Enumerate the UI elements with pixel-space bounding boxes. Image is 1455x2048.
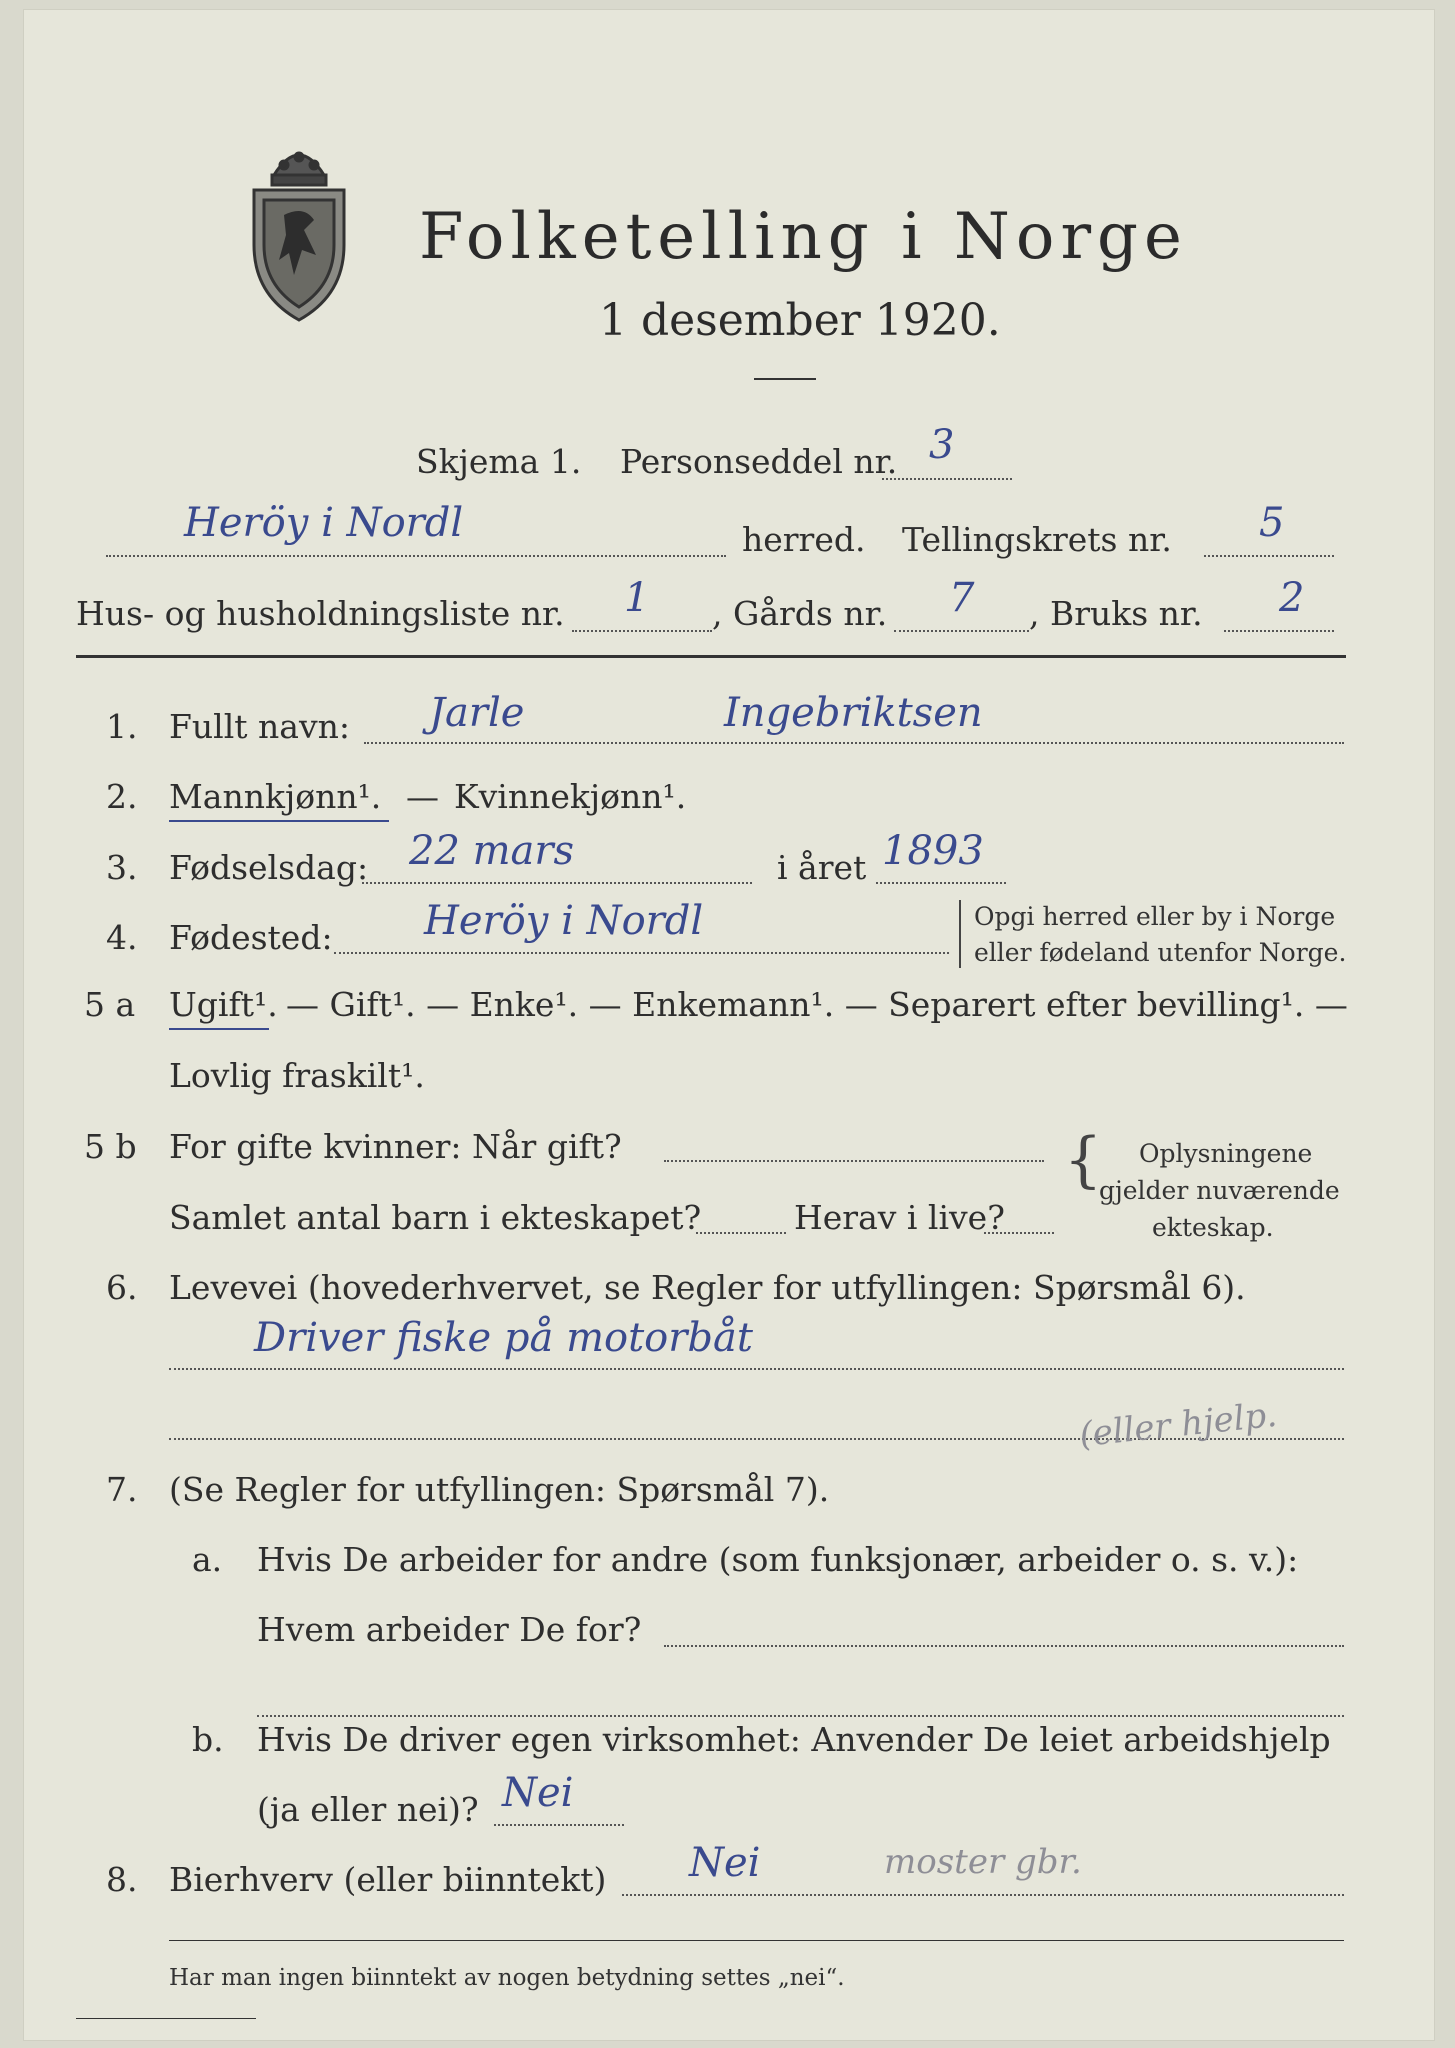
- q5b-alive-label: Herav i live?: [794, 1198, 1005, 1237]
- gards-value: 7: [949, 575, 975, 621]
- q6-label: Levevei (hovederhvervet, se Regler for utfyllingen: Spørsmål 6).: [169, 1268, 1246, 1307]
- gards-field[interactable]: [894, 630, 1029, 632]
- occupation-margin-note: (eller hjelp.: [1077, 1394, 1279, 1456]
- herred-field[interactable]: [106, 555, 726, 557]
- sex-female-option[interactable]: Kvinnekjønn¹.: [454, 777, 687, 816]
- q5a-number: 5 a: [84, 985, 136, 1024]
- married-when-field[interactable]: [664, 1160, 1044, 1162]
- bruks-field[interactable]: [1224, 630, 1334, 632]
- q8-number: 8.: [106, 1860, 138, 1899]
- q5b-label: For gifte kvinner: Når gift?: [169, 1127, 622, 1166]
- census-date: 1 desember 1920.: [599, 295, 1001, 346]
- personseddel-label: Personseddel nr.: [620, 442, 898, 481]
- birthplace-note-line1: Opgi herred eller by i Norge: [974, 902, 1336, 931]
- marital-fraskilt-option[interactable]: Lovlig fraskilt¹.: [169, 1056, 425, 1095]
- q7-number: 7.: [106, 1470, 138, 1509]
- q7b-letter: b.: [192, 1720, 224, 1759]
- q2-number: 2.: [106, 777, 138, 816]
- herred-value: Heröy i Nordl: [184, 500, 464, 546]
- employer-field-line2[interactable]: [257, 1715, 1344, 1717]
- side-income-value: Nei: [689, 1840, 761, 1886]
- personseddel-field[interactable]: [882, 478, 1012, 480]
- full-name-last: Ingebriktsen: [724, 690, 983, 736]
- q7b-label: Hvis De driver egen virksomhet: Anvender De leiet arbeidshjelp: [257, 1720, 1331, 1759]
- title-divider: [754, 378, 816, 380]
- tellingskrets-field[interactable]: [1204, 555, 1334, 557]
- birthplace-field[interactable]: [334, 952, 949, 954]
- herred-label: herred.: [742, 520, 866, 559]
- male-selected-underline: [169, 820, 389, 822]
- q3-number: 3.: [106, 848, 138, 887]
- q1-label: Fullt navn:: [169, 707, 350, 746]
- birthplace-note-bracket: [959, 900, 965, 968]
- birthday-field[interactable]: [362, 882, 752, 884]
- hus-field[interactable]: [572, 630, 712, 632]
- q2-separator: —: [406, 777, 439, 816]
- q7-label: (Se Regler for utfyllingen: Spørsmål 7).: [169, 1470, 830, 1509]
- birthplace-value: Heröy i Nordl: [424, 898, 704, 944]
- hus-value: 1: [624, 575, 650, 621]
- q7a-employer-label: Hvem arbeider De for?: [257, 1610, 642, 1649]
- occupation-value: Driver fiske på motorbåt: [254, 1315, 753, 1361]
- birth-year-field[interactable]: [876, 882, 1006, 884]
- marital-other-options[interactable]: — Gift¹. — Enke¹. — Enkemann¹. — Separert efter bevilling¹. —: [286, 985, 1348, 1024]
- tellingskrets-value: 5: [1259, 500, 1285, 546]
- sex-male-option[interactable]: Mannkjønn¹.: [169, 777, 382, 816]
- marital-ugift-option[interactable]: Ugift¹.: [169, 985, 278, 1024]
- bruks-value: 2: [1279, 575, 1305, 621]
- occupation-field[interactable]: [169, 1368, 1344, 1370]
- q4-number: 4.: [106, 918, 138, 957]
- q4-label: Fødested:: [169, 918, 333, 957]
- bruks-label: , Bruks nr.: [1029, 594, 1203, 633]
- q8-label: Bierhverv (eller biinntekt): [169, 1860, 607, 1899]
- birthplace-note-line2: eller fødeland utenfor Norge.: [974, 938, 1347, 967]
- census-form-page: [24, 10, 1434, 2040]
- q3-label: Fødselsdag:: [169, 848, 369, 887]
- q1-number: 1.: [106, 707, 138, 746]
- hired-help-field[interactable]: [494, 1824, 624, 1826]
- employer-field[interactable]: [664, 1645, 1344, 1647]
- marriage-note-brace: {: [1064, 1125, 1103, 1195]
- form-title: Folketelling i Norge: [419, 200, 1188, 274]
- q7b-yes-no-label: (ja eller nei)?: [257, 1790, 479, 1829]
- tellingskrets-label: Tellingskrets nr.: [902, 520, 1172, 559]
- q7a-letter: a.: [192, 1540, 223, 1579]
- marriage-note-line1: Oplysningene: [1139, 1139, 1313, 1168]
- marriage-note-line2: gjelder nuværende: [1099, 1176, 1340, 1205]
- q7a-label: Hvis De arbeider for andre (som funksjonær, arbeider o. s. v.):: [257, 1540, 1299, 1579]
- footer-note: Har man ingen biinntekt av nogen betydning settes „nei“.: [169, 1965, 845, 1991]
- personseddel-value: 3: [929, 422, 955, 468]
- gards-label: , Gårds nr.: [712, 594, 888, 633]
- q5b-number: 5 b: [84, 1127, 137, 1166]
- full-name-field[interactable]: [364, 742, 1344, 744]
- norwegian-lion-coat-of-arms-icon: [244, 135, 354, 325]
- footnote-rule: [76, 2018, 256, 2019]
- footer-divider: [169, 1940, 1344, 1941]
- children-alive-field[interactable]: [984, 1232, 1054, 1234]
- birthday-value: 22 mars: [409, 828, 575, 874]
- side-income-field[interactable]: [622, 1894, 1344, 1896]
- q5b-children-label: Samlet antal barn i ekteskapet?: [169, 1198, 702, 1237]
- side-income-margin-note: moster gbr.: [884, 1842, 1082, 1882]
- header-divider: [76, 655, 1346, 658]
- q6-number: 6.: [106, 1268, 138, 1307]
- full-name-first: Jarle: [429, 690, 525, 736]
- hired-help-value: Nei: [502, 1770, 574, 1816]
- children-count-field[interactable]: [696, 1232, 786, 1234]
- hus-label: Hus- og husholdningsliste nr.: [76, 594, 565, 633]
- skjema-label: Skjema 1.: [416, 442, 582, 481]
- birth-year-value: 1893: [882, 828, 984, 874]
- q3-year-label: i året: [777, 848, 867, 887]
- ugift-selected-underline: [169, 1028, 269, 1030]
- marriage-note-line3: ekteskap.: [1152, 1213, 1274, 1242]
